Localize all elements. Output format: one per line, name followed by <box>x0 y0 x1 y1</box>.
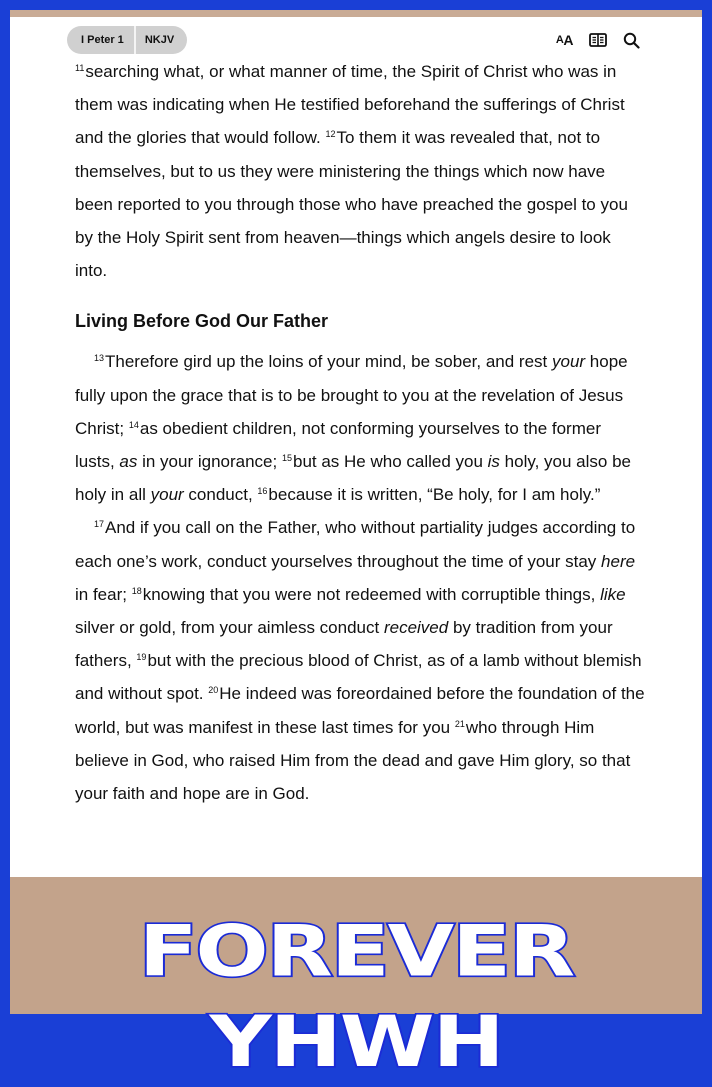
verse-text: by tradition from your fathers, <box>75 618 613 671</box>
verse-number: 15 <box>281 453 292 464</box>
italic-word: here <box>601 551 636 571</box>
verse-text: searching what, or what manner of time, the Spirit of Christ who was in them was indicating when He testified beforehand the sufferings of Christ and the glories that would follow. <box>75 62 625 148</box>
banner-title: FOREVER YHWH <box>138 910 574 1084</box>
verse-text: hope fully upon the grace that is to be brought to you at the revelation of Jesus Christ; <box>75 352 628 438</box>
top-accent-strip <box>10 10 702 17</box>
text-size-large-a: A <box>563 32 573 48</box>
verse-number: 11 <box>75 63 85 73</box>
book-icon[interactable] <box>589 29 607 51</box>
paragraph-verses-11-12 <box>75 55 645 287</box>
verse-text: He indeed was foreordained before the foundation of the world, but was manifest in these last times for you <box>75 684 645 737</box>
verse-text: in your ignorance; <box>137 452 282 472</box>
italic-word: received <box>383 618 449 638</box>
verse-text: To them it was revealed that, not to themselves, but to us they were ministering the things which now have been reported to you through those who have preached the gospel to you by the Holy Spirit sent from heaven—things which angels desire to look into. <box>75 128 628 281</box>
verse-text: but with the precious blood of Christ, as of a lamb without blemish and without spot. <box>75 651 642 704</box>
verse-text: And if you call on the Father, who without partiality judges according to each one’s work, conduct yourselves throughout the time of your stay <box>75 518 636 571</box>
verse-number: 19 <box>136 652 147 663</box>
text-size-small-a: A <box>555 34 564 46</box>
verse-number: 16 <box>257 486 268 497</box>
verse-text: knowing that you were not redeemed with corruptible things, <box>142 584 601 604</box>
text-size-icon[interactable] <box>556 29 573 51</box>
version-button[interactable]: NKJV <box>144 34 175 46</box>
verse-number: 20 <box>208 685 219 696</box>
paragraph-verses-13-16 <box>75 345 645 511</box>
italic-word: is <box>487 452 500 472</box>
italic-word: like <box>600 584 626 604</box>
verse-number: 13 <box>94 353 105 364</box>
reader-frame <box>10 10 702 1084</box>
verse-number: 21 <box>454 718 465 729</box>
book-chapter-button[interactable]: I Peter 1 <box>67 26 136 54</box>
verse-text: in fear; <box>75 584 132 604</box>
section-heading: Living Before God Our Father <box>75 311 329 332</box>
scripture-text <box>75 55 645 810</box>
paragraph-verses-17-21 <box>75 511 645 810</box>
verse-text: conduct, <box>183 485 258 505</box>
verse-text: as obedient children, not conforming yourselves to the former lusts, <box>75 418 601 472</box>
verse-text: holy, you also be holy in all <box>75 452 631 505</box>
italic-word: as <box>119 452 138 472</box>
italic-word: your <box>552 352 586 372</box>
passage-selector <box>67 26 187 54</box>
toolbar-actions <box>556 29 640 51</box>
verse-text: Therefore gird up the loins of your mind, be sober, and rest <box>105 352 552 372</box>
verse-text: silver or gold, from your aimless conduct <box>75 618 384 638</box>
verse-number: 17 <box>94 519 105 530</box>
verse-number: 12 <box>325 129 336 140</box>
search-icon[interactable] <box>623 29 640 51</box>
verse-text: but as He who called you <box>292 452 488 472</box>
italic-word: your <box>150 485 184 505</box>
verse-text: because it is written, “Be holy, for I am holy.” <box>268 485 601 505</box>
forever-yhwh-banner <box>10 877 702 1084</box>
verse-number: 18 <box>131 585 142 596</box>
verse-number: 14 <box>128 419 139 430</box>
verse-text: who through Him believe in God, who raised Him from the dead and gave Him glory, so that your faith and hope are in God. <box>75 717 631 804</box>
